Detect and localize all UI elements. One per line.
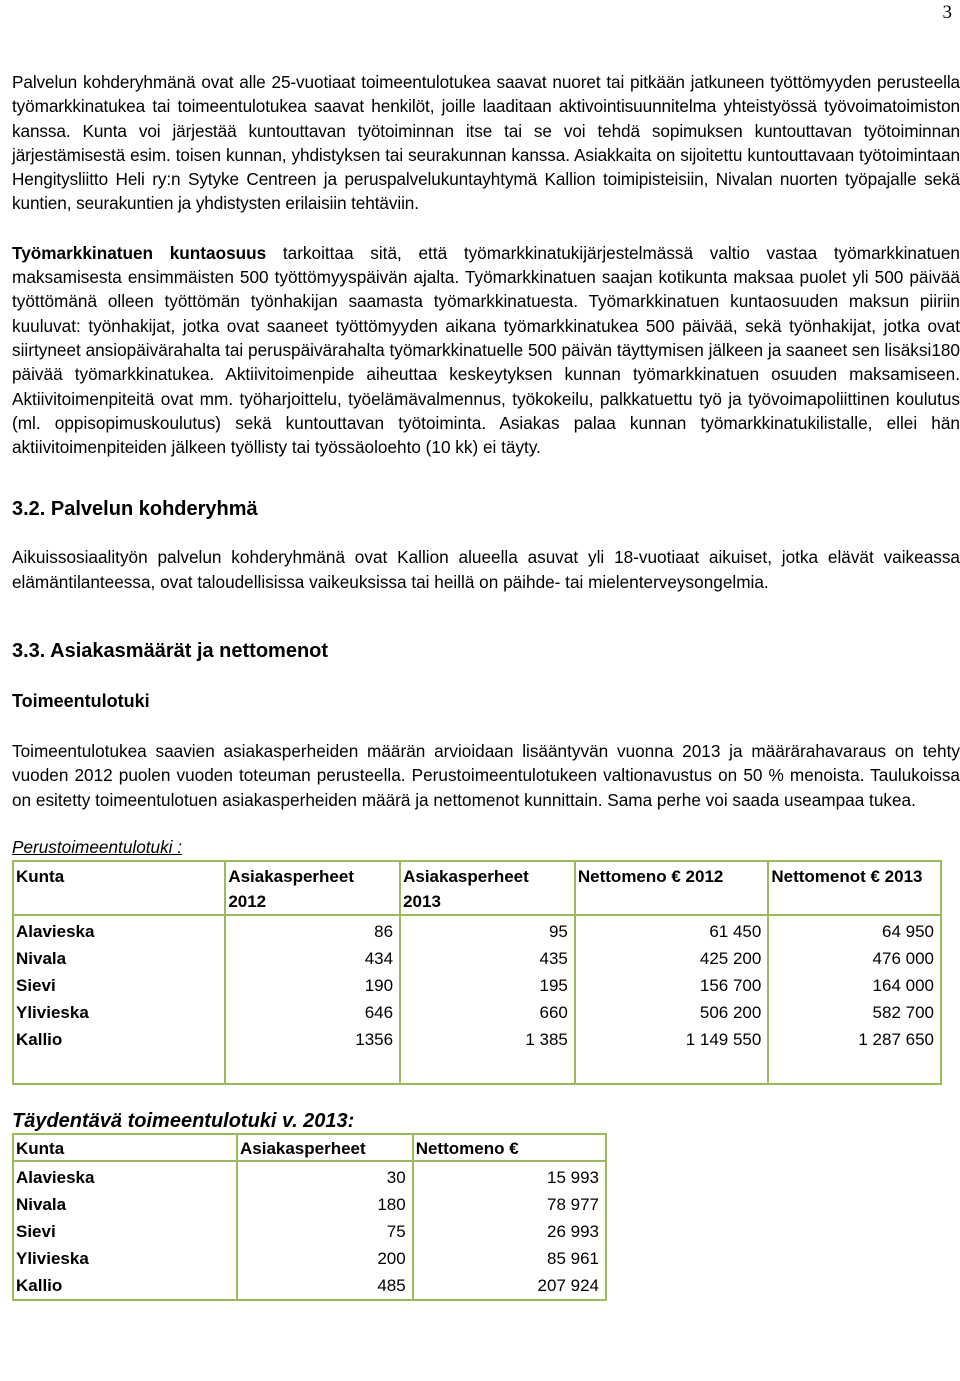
spacer-cell: [400, 1053, 575, 1084]
document-body: [12, 70, 960, 1301]
value-cell: 78 977: [413, 1191, 606, 1218]
value-cell: 26 993: [413, 1218, 606, 1245]
value-cell: 1 385: [400, 1026, 575, 1053]
value-cell: 646: [225, 999, 400, 1026]
subheading-toimeentulotuki: Toimeentulotuki: [12, 691, 150, 712]
table-row: [13, 972, 941, 999]
table-row: [13, 1245, 606, 1272]
spacer-cell: [575, 1053, 768, 1084]
spacer-cell: [225, 1053, 400, 1084]
table-caption-supplementary-income-support: Täydentävä toimeentulotuki v. 2013:: [12, 1109, 355, 1132]
page-number: 3: [942, 2, 952, 23]
table-row: [13, 1026, 941, 1053]
header-cell: Kunta: [13, 861, 225, 915]
table-caption-basic-income-support: Perustoimeentulotuki :: [12, 836, 183, 857]
value-cell: 434: [225, 945, 400, 972]
paragraph-income-support: Toimeentulotukea saavien asiakasperheiden määrän arvioidaan lisääntyvän vuonna 2013 ja määrärahavaraus on tehty vuoden 2012 puolen vuoden toteuman perusteella. Perustoimeentulotukeen valtionavustus on 50 % menoista. Taulukoissa on esitetty toimeentulotuen asiakasperheiden määrä ja nettomenot kunnittain. Sama perhe voi saada useampaa tukea.: [12, 741, 960, 810]
header-cell: Asiakasperheet: [237, 1134, 413, 1161]
basic-income-support-table: [12, 860, 942, 1085]
municipality-cell: Alavieska: [13, 1161, 237, 1191]
value-cell: 85 961: [413, 1245, 606, 1272]
paragraph-adult-social-work: Aikuissosiaalityön palvelun kohderyhmänä ovat Kallion alueella asuvat yli 18-vuotiaat aikuiset, jotka elävät vaikeassa elämäntilanteessa, ovat taloudellisissa vaikeuksissa tai heillä on päihde- tai mielenterveysongelmia.: [12, 547, 960, 592]
value-cell: 476 000: [768, 945, 941, 972]
municipality-cell: Alavieska: [13, 915, 225, 945]
value-cell: 1356: [225, 1026, 400, 1053]
supplementary-income-support-table: [12, 1133, 607, 1301]
value-cell: 425 200: [575, 945, 768, 972]
header-cell: Asiakasperheet 2012: [225, 861, 400, 915]
value-cell: 30: [237, 1161, 413, 1191]
value-cell: 195: [400, 972, 575, 999]
table-row: [13, 999, 941, 1026]
header-cell: Nettomeno € 2012: [575, 861, 768, 915]
value-cell: 200: [237, 1245, 413, 1272]
value-cell: 435: [400, 945, 575, 972]
paragraph-body: tarkoittaa sitä, että työmarkkinatukijärjestelmässä valtio vastaa työmarkkinatuen maksamisesta ensimmäisten 500 työttömyyspäivän ajalta. Työmarkkinatuen saajan kotikunta maksaa puolet yli 500 päivää työttömänä olleen työttömän työnhakijan saamasta työmarkkinatuesta. Työmarkkinatuen kuntaosuuden maksun piiriin kuuluvat: työnhakijat, jotka ovat saaneet työttömyyden aikana työmarkkinatukea 500 päivää, sekä työnhakijat, jotka ovat siirtyneet ansiopäivärahalta tai peruspäivärahalta työmarkkinatuelle 500 päivän täyttymisen jälkeen ja saaneet sen lisäksi180 päivää työmarkkinatukea. Aktiivitoimenpide aiheuttaa keskeytyksen kunnan työmarkkinatuen osuuden maksamiseen. Aktiivitoimenpiteitä ovat mm. työharjoittelu, työelämävalmennus, työkokeilu, palkkatuettu työ ja työvoimapoliittinen koulutus (ml. oppisopimuskoulutus) sekä kuntouttavan työtoiminta. Asiakas palaa kunnan työmarkkinatukilistalle, ellei hän aktiivitoimenpiteiden jälkeen työllisty tai työssäoloehto (10 kk) ei täyty.: [12, 242, 960, 458]
municipality-cell: Nivala: [13, 1191, 237, 1218]
value-cell: 207 924: [413, 1272, 606, 1300]
table-row: [13, 1161, 606, 1191]
value-cell: 15 993: [413, 1161, 606, 1191]
value-cell: 75: [237, 1218, 413, 1245]
paragraph-target-group: Palvelun kohderyhmänä ovat alle 25-vuotiaat toimeentulotukea saavat nuoret tai pitkään jatkuneen työttömyyden perusteella työmarkkinatukea tai toimeentulotukea saavat henkilöt, joille laaditaan aktivointisuunnitelma yhteistyössä työvoimatoimiston kanssa. Kunta voi järjestää kuntouttavan työtoiminnan itse tai se voi tehdä sopimuksen kuntouttavan työtoiminnan järjestämisestä esim. toisen kunnan, yhdistyksen tai seurakunnan kanssa. Asiakkaita on sijoitettu kuntouttavaan työtoimintaan Hengitysliitto Heli ry:n Sytyke Centreen ja peruspalvelukuntayhtymä Kallion toimipisteisiin, Nivalan nuorten työpajalle sekä kuntien, seurakuntien ja yhdistysten erilaisiin tehtäviin.: [12, 72, 960, 214]
paragraph-labour-market-subsidy: [12, 241, 960, 460]
section-heading-3-3: 3.3. Asiakasmäärät ja nettomenot: [12, 640, 329, 663]
value-cell: 64 950: [768, 915, 941, 945]
table-row: [13, 915, 941, 945]
value-cell: 164 000: [768, 972, 941, 999]
header-cell: Nettomeno €: [413, 1134, 606, 1161]
table-row: [13, 945, 941, 972]
value-cell: 86: [225, 915, 400, 945]
table-row: [13, 1191, 606, 1218]
value-cell: 156 700: [575, 972, 768, 999]
table-spacer-row: [13, 1053, 941, 1084]
municipality-cell: Kallio: [13, 1272, 237, 1300]
municipality-cell: Ylivieska: [13, 1245, 237, 1272]
municipality-cell: Sievi: [13, 1218, 237, 1245]
value-cell: 61 450: [575, 915, 768, 945]
municipality-cell: Ylivieska: [13, 999, 225, 1026]
value-cell: 95: [400, 915, 575, 945]
municipality-cell: Kallio: [13, 1026, 225, 1053]
header-cell: Asiakasperheet 2013: [400, 861, 575, 915]
table-row: [13, 1218, 606, 1245]
value-cell: 1 149 550: [575, 1026, 768, 1053]
value-cell: 485: [237, 1272, 413, 1300]
table-header-row: [13, 861, 941, 915]
spacer-cell: [768, 1053, 941, 1084]
section-heading-3-2: 3.2. Palvelun kohderyhmä: [12, 498, 258, 521]
table-header-row: [13, 1134, 606, 1161]
header-cell: Nettomenot € 2013: [768, 861, 941, 915]
value-cell: 506 200: [575, 999, 768, 1026]
value-cell: 180: [237, 1191, 413, 1218]
municipality-cell: Nivala: [13, 945, 225, 972]
municipality-cell: Sievi: [13, 972, 225, 999]
header-cell: Kunta: [13, 1134, 237, 1161]
value-cell: 582 700: [768, 999, 941, 1026]
table-row: [13, 1272, 606, 1300]
value-cell: 1 287 650: [768, 1026, 941, 1053]
spacer-cell: [13, 1053, 225, 1084]
paragraph-bold-lead: Työmarkkinatuen kuntaosuus: [12, 242, 267, 263]
value-cell: 190: [225, 972, 400, 999]
value-cell: 660: [400, 999, 575, 1026]
